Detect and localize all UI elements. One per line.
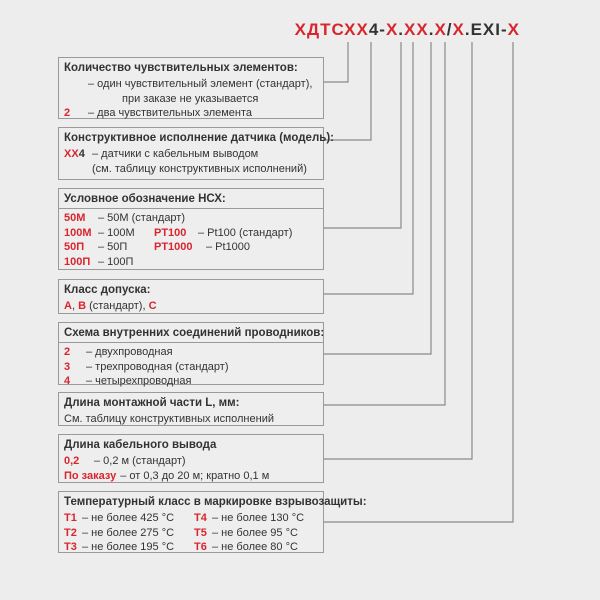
- order-code: [295, 20, 520, 40]
- nsh-key: 100П: [64, 255, 91, 268]
- nsh-key: 50М: [64, 212, 86, 224]
- wiring-row: [64, 345, 318, 360]
- length-text: См. таблицу конструктивных исполнений: [64, 413, 274, 425]
- code-part: Х: [434, 20, 447, 39]
- tolerance-box: [58, 279, 324, 314]
- temp-key: Т4: [194, 512, 207, 524]
- cable-box: [58, 434, 324, 483]
- design-box: [58, 127, 334, 180]
- wiring-key: 4: [64, 375, 71, 387]
- temp-row: [64, 511, 318, 526]
- connector-nsh: [323, 42, 401, 228]
- connector-temp: [323, 42, 513, 522]
- nsh-row: [64, 255, 318, 270]
- code-part: ХДТС: [294, 20, 345, 39]
- nsh-value: – 100П: [98, 255, 134, 268]
- code-part: Х: [385, 20, 399, 39]
- temp-value: – не более 130 °С: [212, 512, 305, 524]
- wiring-row: [64, 360, 318, 375]
- sensors-row1: – один чувствительный элемент (стандарт),: [88, 78, 313, 90]
- temp-value: – не более 425 °С: [82, 512, 175, 524]
- cable-value1: – 0,2 м (стандарт): [94, 455, 186, 467]
- sensors-box: [58, 57, 324, 119]
- code-part: ХХ: [404, 20, 429, 39]
- temp-value: – не более 80 °С: [212, 541, 298, 553]
- temp-value: – не более 275 °С: [82, 526, 175, 539]
- wiring-row: [64, 374, 318, 389]
- nsh-value: – 50М (стандарт): [98, 212, 186, 224]
- nsh-value: – Pt1000: [206, 241, 251, 253]
- code-part: .EXI-: [464, 20, 508, 39]
- design-text: – датчики с кабельным выводом: [92, 148, 259, 160]
- code-part: Х: [507, 20, 520, 39]
- tolerance-c: С: [148, 300, 157, 312]
- wiring-key: 2: [64, 346, 71, 358]
- wiring-value: – четырехпроводная: [86, 375, 192, 387]
- temp-box: [58, 491, 367, 553]
- temp-key: Т1: [64, 512, 77, 524]
- tolerance-a: А: [64, 300, 72, 312]
- length-title: Длина монтажной части L, мм:: [64, 397, 240, 409]
- temp-row: [64, 540, 318, 555]
- nsh-value: – 100М: [98, 226, 135, 239]
- code-part: ХХ: [344, 20, 369, 39]
- tolerance-std: (стандарт),: [86, 300, 149, 312]
- nsh-key: 100М: [64, 226, 92, 239]
- cable-value2: – от 0,3 до 20 м; кратно 0,1 м: [120, 469, 270, 482]
- wiring-box: [58, 322, 324, 385]
- connector-sensors: [323, 42, 348, 82]
- temp-key: Т2: [64, 526, 77, 539]
- tolerance-sep: ,: [71, 300, 79, 312]
- tolerance-title: Класс допуска:: [64, 284, 151, 296]
- nsh-value: – Pt100 (стандарт): [198, 226, 293, 239]
- design-text-cont: (см. таблицу конструктивных исполнений): [92, 162, 307, 175]
- nsh-value: – 50П: [98, 241, 128, 253]
- temp-value: – не более 195 °С: [82, 541, 175, 553]
- design-key-4: 4: [78, 148, 85, 160]
- sensors-title: Количество чувствительных элементов:: [64, 62, 298, 74]
- connector-cable: [323, 42, 472, 459]
- temp-key: Т6: [194, 541, 207, 553]
- design-key-xx: ХХ: [64, 148, 79, 160]
- code-part: .: [428, 20, 435, 39]
- tolerance-b: В: [78, 300, 87, 312]
- code-part: /: [446, 20, 453, 39]
- nsh-title: Условное обозначение НСХ:: [64, 193, 226, 205]
- nsh-row: [64, 226, 318, 241]
- temp-value: – не более 95 °С: [212, 526, 298, 539]
- nsh-key: 50П: [64, 241, 85, 253]
- code-part: .: [398, 20, 405, 39]
- wiring-value: – двухпроводная: [86, 346, 173, 358]
- nsh-key: PT1000: [154, 241, 193, 253]
- nsh-key: PT100: [154, 226, 187, 239]
- nsh-row: [64, 211, 318, 226]
- design-title: Конструктивное исполнение датчика (модель):: [64, 132, 334, 144]
- length-box: [58, 392, 324, 426]
- sensors-key2: 2: [64, 107, 71, 119]
- temp-key: Т5: [194, 526, 207, 539]
- connector-tolerance: [323, 42, 413, 294]
- connector-wiring: [323, 42, 431, 354]
- temp-key: Т3: [64, 541, 77, 553]
- nsh-row: [64, 240, 318, 255]
- sensors-row1-cont: при заказе не указывается: [122, 92, 259, 105]
- connector-length: [323, 42, 445, 405]
- wiring-title: Схема внутренних соединений проводников:: [64, 327, 325, 339]
- cable-key1: 0,2: [64, 455, 80, 467]
- cable-key2: По заказу: [64, 469, 117, 482]
- temp-row: [64, 526, 318, 541]
- nsh-box: [58, 188, 324, 270]
- code-part: 4-: [368, 20, 386, 39]
- cable-title: Длина кабельного вывода: [64, 439, 217, 451]
- temp-title: Температурный класс в маркировке взрывозащиты:: [64, 496, 367, 508]
- code-part: Х: [452, 20, 465, 39]
- connector-design: [323, 42, 371, 140]
- wiring-key: 3: [64, 360, 71, 373]
- wiring-value: – трехпроводная (стандарт): [86, 360, 229, 373]
- sensors-row2: – два чувствительных элемента: [88, 107, 253, 119]
